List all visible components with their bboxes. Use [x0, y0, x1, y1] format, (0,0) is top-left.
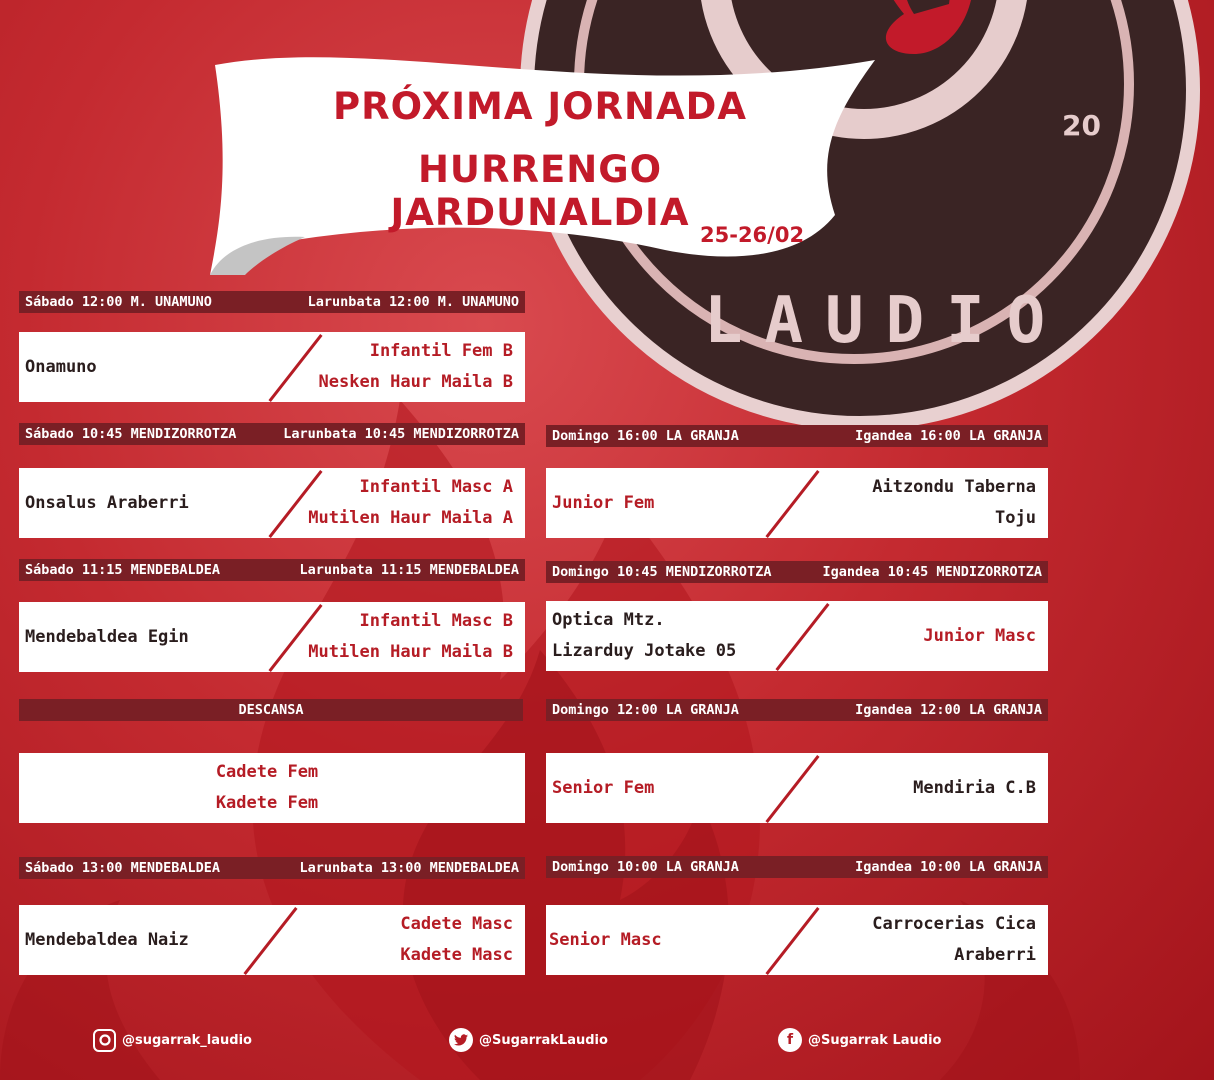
match-card [546, 468, 1048, 538]
schedule-bar [19, 291, 525, 313]
home-team: Junior Fem [552, 492, 655, 513]
title-basque: HURRENGO JARDUNALDIA [390, 148, 690, 234]
opponent-team-line1: Carrocerias Cica [872, 914, 1036, 934]
opponent-team-line2: Araberri [954, 945, 1036, 965]
schedule-es: Domingo 10:45 MENDIZORROTZA [552, 564, 772, 580]
opponent-team-line1: Aitzondu Taberna [872, 477, 1036, 497]
match-date: 25-26/02 [700, 223, 805, 247]
home-team-eu: Mutilen Haur Maila B [308, 642, 513, 662]
match-card [546, 753, 1048, 823]
schedule-eu: Larunbata 10:45 MENDIZORROTZA [283, 426, 519, 442]
schedule-bar [19, 559, 525, 581]
twitter-link[interactable] [449, 1027, 608, 1053]
home-team: Junior Masc [923, 625, 1036, 646]
logo-text: LAUDIO [704, 284, 1068, 358]
schedule-es: Sábado 13:00 MENDEBALDEA [25, 860, 221, 876]
match-card [19, 905, 525, 975]
schedule-eu: Larunbata 11:15 MENDEBALDEA [299, 562, 519, 578]
divider [243, 907, 297, 975]
home-team-eu: Nesken Haur Maila B [318, 372, 513, 392]
home-team-es: Infantil Masc B [359, 611, 513, 631]
schedule-eu: Igandea 16:00 LA GRANJA [855, 428, 1042, 444]
match-card [19, 468, 525, 538]
match-card [546, 601, 1048, 671]
opponent-team: Mendebaldea Naiz [25, 929, 189, 950]
home-team-eu: Mutilen Haur Maila A [308, 508, 513, 528]
schedule-es: Sábado 10:45 MENDIZORROTZA [25, 426, 237, 442]
logo-year: 20 [1062, 109, 1101, 142]
divider [765, 907, 819, 975]
schedule-bar [546, 561, 1048, 583]
rest-bar [19, 699, 523, 721]
instagram-handle: @sugarrak_laudio [122, 1032, 252, 1048]
schedule-es: Sábado 11:15 MENDEBALDEA [25, 562, 221, 578]
divider [765, 470, 819, 538]
twitter-icon [449, 1028, 473, 1052]
instagram-link[interactable] [93, 1027, 252, 1053]
opponent-team: Onamuno [25, 356, 97, 377]
rest-team-es: Cadete Fem [215, 762, 319, 782]
schedule-es: Domingo 16:00 LA GRANJA [552, 428, 739, 444]
schedule-es: Domingo 10:00 LA GRANJA [552, 859, 739, 875]
opponent-team-line2: Toju [995, 508, 1036, 528]
rest-card [19, 753, 525, 823]
title-spanish: PRÓXIMA JORNADA [332, 85, 748, 128]
facebook-handle: @Sugarrak Laudio [808, 1032, 942, 1048]
rest-team-eu: Kadete Fem [215, 793, 319, 813]
schedule-es: Sábado 12:00 M. UNAMUNO [25, 294, 212, 310]
facebook-link[interactable] [778, 1027, 941, 1053]
instagram-icon [93, 1029, 116, 1052]
divider [775, 603, 829, 671]
match-card [19, 332, 525, 402]
schedule-eu: Igandea 10:45 MENDIZORROTZA [822, 564, 1042, 580]
twitter-handle: @SugarrakLaudio [479, 1032, 608, 1048]
schedule-bar [546, 699, 1048, 721]
schedule-eu: Igandea 10:00 LA GRANJA [855, 859, 1042, 875]
schedule-bar [19, 857, 525, 879]
home-team-es: Infantil Masc A [359, 477, 513, 497]
schedule-eu: Larunbata 13:00 MENDEBALDEA [299, 860, 519, 876]
divider [268, 334, 322, 402]
home-team: Senior Masc [549, 929, 662, 950]
rest-label: DESCANSA [238, 702, 304, 718]
home-team-es: Infantil Fem B [369, 341, 513, 361]
schedule-es: Domingo 12:00 LA GRANJA [552, 702, 739, 718]
opponent-team-line2: Lizarduy Jotake 05 [552, 641, 737, 661]
home-team-eu: Kadete Masc [400, 945, 513, 965]
schedule-bar [19, 423, 525, 445]
schedule-bar [546, 425, 1048, 447]
opponent-team-line1: Optica Mtz. [552, 610, 665, 630]
match-card [546, 905, 1048, 975]
match-card [19, 602, 525, 672]
opponent-team: Mendiria C.B [913, 777, 1036, 798]
schedule-eu: Larunbata 12:00 M. UNAMUNO [307, 294, 519, 310]
home-team: Senior Fem [552, 777, 655, 798]
opponent-team: Onsalus Araberri [25, 492, 189, 513]
schedule-bar [546, 856, 1048, 878]
divider [765, 755, 819, 823]
facebook-icon: f [778, 1028, 802, 1052]
home-team-es: Cadete Masc [400, 914, 513, 934]
opponent-team: Mendebaldea Egin [25, 626, 189, 647]
schedule-eu: Igandea 12:00 LA GRANJA [855, 702, 1042, 718]
